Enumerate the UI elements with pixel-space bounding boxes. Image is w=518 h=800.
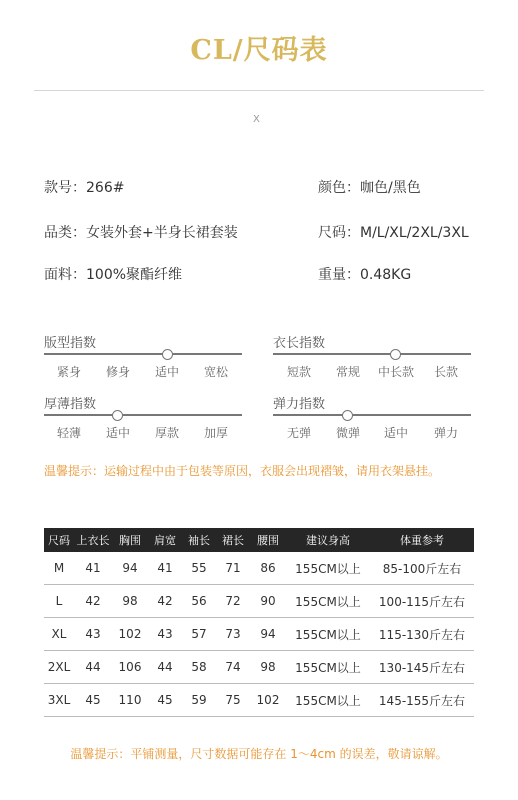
measurement-tip: 温馨提示：平铺测量，尺寸数据可能存在 1～4cm 的误差，敬请谅解。 xyxy=(70,747,448,761)
size-table-header xyxy=(44,528,474,552)
table-cell: XL xyxy=(44,618,74,651)
fit-option: 宽松 xyxy=(203,365,229,379)
fit-option: 修身 xyxy=(105,365,131,379)
table-cell: 44 xyxy=(148,651,182,684)
table-cell: 155CM以上 xyxy=(286,552,370,585)
fit-option: 适中 xyxy=(154,365,180,379)
table-cell: 155CM以上 xyxy=(286,651,370,684)
table-cell: 43 xyxy=(148,618,182,651)
transport-tip: 温馨提示：运输过程中由于包装等原因，衣服会出现褶皱，请用衣架悬挂。 xyxy=(44,464,441,478)
sizes-info: 尺码：M/L/XL/2XL/3XL xyxy=(318,225,469,241)
table-cell: 130-145斤左右 xyxy=(370,651,474,684)
table-row xyxy=(44,684,474,717)
table-cell: 85-100斤左右 xyxy=(370,552,474,585)
table-cell: 45 xyxy=(74,684,112,717)
table-cell: 56 xyxy=(182,585,216,618)
size-table xyxy=(44,528,474,717)
page-title: CL/尺码表 xyxy=(190,35,328,66)
length-option: 中长款 xyxy=(377,365,415,379)
table-cell: L xyxy=(44,585,74,618)
table-cell: 110 xyxy=(112,684,148,717)
table-row xyxy=(44,618,474,651)
table-cell: 58 xyxy=(182,651,216,684)
elasticity-option: 微弹 xyxy=(335,426,361,440)
thickness-scale-title: 厚薄指数 xyxy=(44,397,97,412)
table-cell: 41 xyxy=(74,552,112,585)
category-info: 品类：女装外套+半身长裙套装 xyxy=(44,225,238,241)
table-cell: 102 xyxy=(250,684,286,717)
color-info: 颜色：咖色/黑色 xyxy=(318,180,421,196)
header-cell: 裙长 xyxy=(216,528,250,552)
thickness-option: 轻薄 xyxy=(56,426,82,440)
table-cell: 75 xyxy=(216,684,250,717)
table-cell: 94 xyxy=(112,552,148,585)
header-cell: 腰围 xyxy=(250,528,286,552)
length-option: 短款 xyxy=(286,365,312,379)
table-row xyxy=(44,552,474,585)
header-cell: 袖长 xyxy=(182,528,216,552)
elasticity-scale-title: 弹力指数 xyxy=(273,397,326,412)
table-row xyxy=(44,651,474,684)
table-cell: 45 xyxy=(148,684,182,717)
table-cell: M xyxy=(44,552,74,585)
elasticity-option: 无弹 xyxy=(286,426,312,440)
header-cell: 胸围 xyxy=(112,528,148,552)
table-cell: 74 xyxy=(216,651,250,684)
table-cell: 71 xyxy=(216,552,250,585)
table-cell: 55 xyxy=(182,552,216,585)
x-mark: X xyxy=(253,114,260,125)
table-row xyxy=(44,585,474,618)
table-cell: 57 xyxy=(182,618,216,651)
thickness-option: 适中 xyxy=(105,426,131,440)
length-option: 长款 xyxy=(433,365,459,379)
table-cell: 42 xyxy=(74,585,112,618)
table-cell: 42 xyxy=(148,585,182,618)
fit-scale-marker xyxy=(162,349,173,360)
table-cell: 106 xyxy=(112,651,148,684)
table-cell: 90 xyxy=(250,585,286,618)
table-cell: 102 xyxy=(112,618,148,651)
thickness-option: 加厚 xyxy=(203,426,229,440)
table-cell: 155CM以上 xyxy=(286,618,370,651)
table-cell: 155CM以上 xyxy=(286,684,370,717)
title-divider xyxy=(34,90,484,91)
table-cell: 44 xyxy=(74,651,112,684)
header-cell: 尺码 xyxy=(44,528,74,552)
table-cell: 94 xyxy=(250,618,286,651)
header-cell: 体重参考 xyxy=(370,528,474,552)
fit-option: 紧身 xyxy=(56,365,82,379)
table-cell: 59 xyxy=(182,684,216,717)
table-cell: 98 xyxy=(112,585,148,618)
length-scale-marker xyxy=(390,349,401,360)
thickness-scale-marker xyxy=(112,410,123,421)
fabric-info: 面料：100%聚酯纤维 xyxy=(44,267,183,283)
table-cell: 86 xyxy=(250,552,286,585)
thickness-scale-track xyxy=(44,414,242,416)
table-cell: 3XL xyxy=(44,684,74,717)
table-cell: 2XL xyxy=(44,651,74,684)
fit-scale-track xyxy=(44,353,242,355)
style-no: 款号：266# xyxy=(44,180,125,196)
table-cell: 73 xyxy=(216,618,250,651)
header-cell: 肩宽 xyxy=(148,528,182,552)
weight-info: 重量：0.48KG xyxy=(318,267,412,283)
header-cell: 上衣长 xyxy=(74,528,112,552)
thickness-option: 厚款 xyxy=(154,426,180,440)
elasticity-scale-marker xyxy=(342,410,353,421)
length-option: 常规 xyxy=(335,365,361,379)
elasticity-option: 适中 xyxy=(383,426,409,440)
elasticity-option: 弹力 xyxy=(433,426,459,440)
header-cell: 建议身高 xyxy=(286,528,370,552)
table-cell: 100-115斤左右 xyxy=(370,585,474,618)
fit-scale-title: 版型指数 xyxy=(44,336,97,351)
table-cell: 41 xyxy=(148,552,182,585)
table-cell: 155CM以上 xyxy=(286,585,370,618)
table-cell: 115-130斤左右 xyxy=(370,618,474,651)
table-cell: 72 xyxy=(216,585,250,618)
length-scale-title: 衣长指数 xyxy=(273,336,326,351)
length-scale-track xyxy=(273,353,471,355)
elasticity-scale-track xyxy=(273,414,471,416)
table-cell: 98 xyxy=(250,651,286,684)
table-cell: 43 xyxy=(74,618,112,651)
table-cell: 145-155斤左右 xyxy=(370,684,474,717)
